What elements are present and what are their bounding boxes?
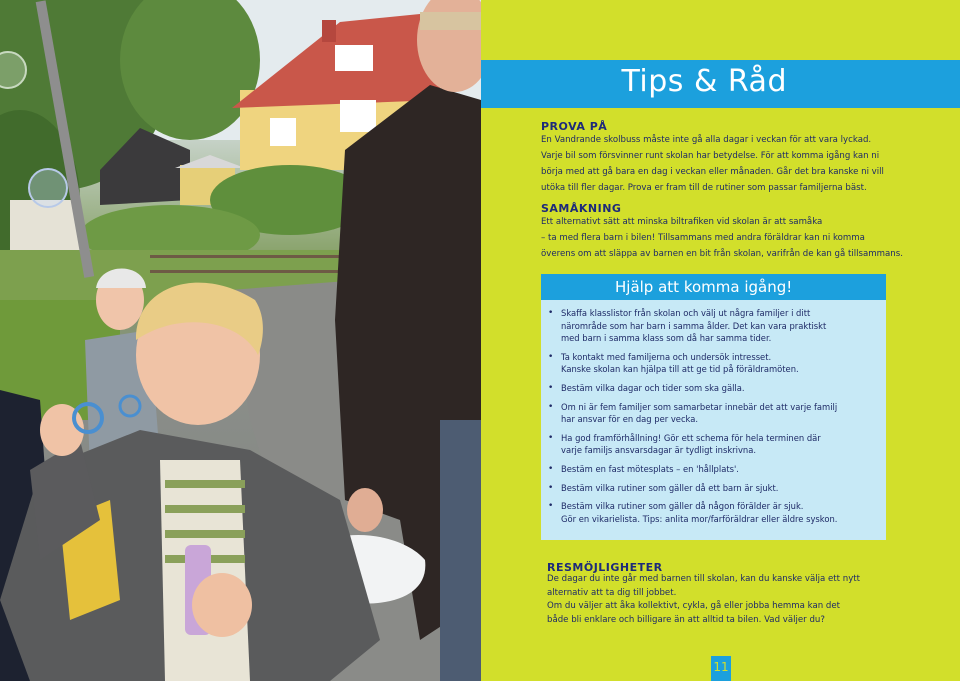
section-body-prova-pa	[541, 132, 884, 196]
section-heading-samakning: SAMÅKNING	[541, 202, 622, 215]
list-item-line: • Bestäm vilka dagar och tider som ska gälla.	[561, 382, 745, 393]
text-line: De dagar du inte går med barnen till skolan, kan du kanske välja ett nytt	[547, 574, 861, 584]
list-item-line: har ansvar för en dag per vecka.	[561, 414, 699, 425]
text-line: – ta med flera barn i bilen! Tillsammans med andra föräldrar kan ni komma	[541, 233, 865, 243]
list-item-line: varje familjs ansvarsdagar är tydligt inskrivna.	[561, 445, 757, 456]
list-item-line: med barn i samma klass som då har samma tider.	[561, 333, 772, 343]
section-body-samakning	[541, 214, 903, 262]
list-item-line: Kanske skolan kan hjälpa till att ge tid på föräldramöten.	[561, 364, 799, 375]
list-item	[547, 401, 882, 426]
text-line: börja med att gå bara en dag i veckan eller månaden. Går det bra kanske ni vill	[541, 167, 884, 177]
list-item-line: • Om ni är fem familjer som samarbetar innebär det att varje familj	[561, 401, 838, 412]
tips-page	[481, 0, 960, 681]
title-bar	[481, 60, 960, 108]
text-line: En Vandrande skolbuss måste inte gå alla dagar i veckan för att vara lyckad.	[541, 135, 872, 145]
list-item-line: Gör en vikarielista. Tips: anlita mor/farföräldrar eller äldre syskon.	[561, 513, 838, 524]
list-item	[547, 382, 882, 395]
list-item-line: närområde som har barn i samma ålder. Det kan vara praktiskt	[561, 320, 827, 331]
text-line: Ett alternativt sätt att minska biltrafiken vid skolan är att samåka	[541, 217, 823, 227]
text-line: Om du väljer att åka kollektivt, cykla, gå eller jobba hemma kan det	[547, 601, 841, 611]
help-list	[547, 307, 882, 532]
list-item	[547, 482, 882, 495]
page-title: Tips & Råd	[621, 64, 787, 99]
text-line: både bli enklare och billigare än att alltid ta bilen. Vad väljer du?	[547, 614, 825, 625]
list-item-line: • Ta kontakt med familjerna och undersök intresset.	[561, 351, 772, 362]
list-item-line: • Ha god framförhållning! Gör ett schema för hela terminen där	[561, 432, 821, 443]
help-title-bar	[541, 274, 886, 300]
text-line: alternativ att ta dig till jobbet.	[547, 587, 677, 598]
page-number: 11	[713, 660, 729, 674]
text-line: Varje bil som försvinner runt skolan har betydelse. För att komma igång kan ni	[541, 151, 880, 161]
section-body-resmojligheter	[547, 573, 860, 627]
list-item-line: • Bestäm en fast mötesplats – en 'hållplats'.	[561, 463, 739, 474]
list-item	[547, 463, 882, 476]
text-line: överens om att släppa av barnen en bit från skolan, varifrån de kan gå tillsammans.	[541, 249, 903, 259]
list-item-line: • Bestäm vilka rutiner som gäller då ett barn är sjukt.	[561, 482, 779, 493]
section-heading-prova-pa: PROVA PÅ	[541, 120, 608, 133]
list-item	[547, 351, 882, 376]
help-title: Hjälp att komma igång!	[615, 278, 793, 296]
page-number-box	[711, 656, 731, 681]
list-item	[547, 432, 882, 457]
list-item-line: • Skaffa klasslistor från skolan och välj ut några familjer i ditt	[561, 308, 811, 318]
list-item	[547, 307, 882, 345]
list-item-line: • Bestäm vilka rutiner som gäller då någon förälder är sjuk.	[561, 501, 804, 512]
section-heading-resmojligheter: RESMÖJLIGHETER	[547, 561, 663, 574]
text-line: utöka till fler dagar. Prova er fram till de rutiner som passar familjerna bäst.	[541, 183, 867, 193]
help-box	[541, 274, 886, 540]
list-item	[547, 500, 882, 525]
